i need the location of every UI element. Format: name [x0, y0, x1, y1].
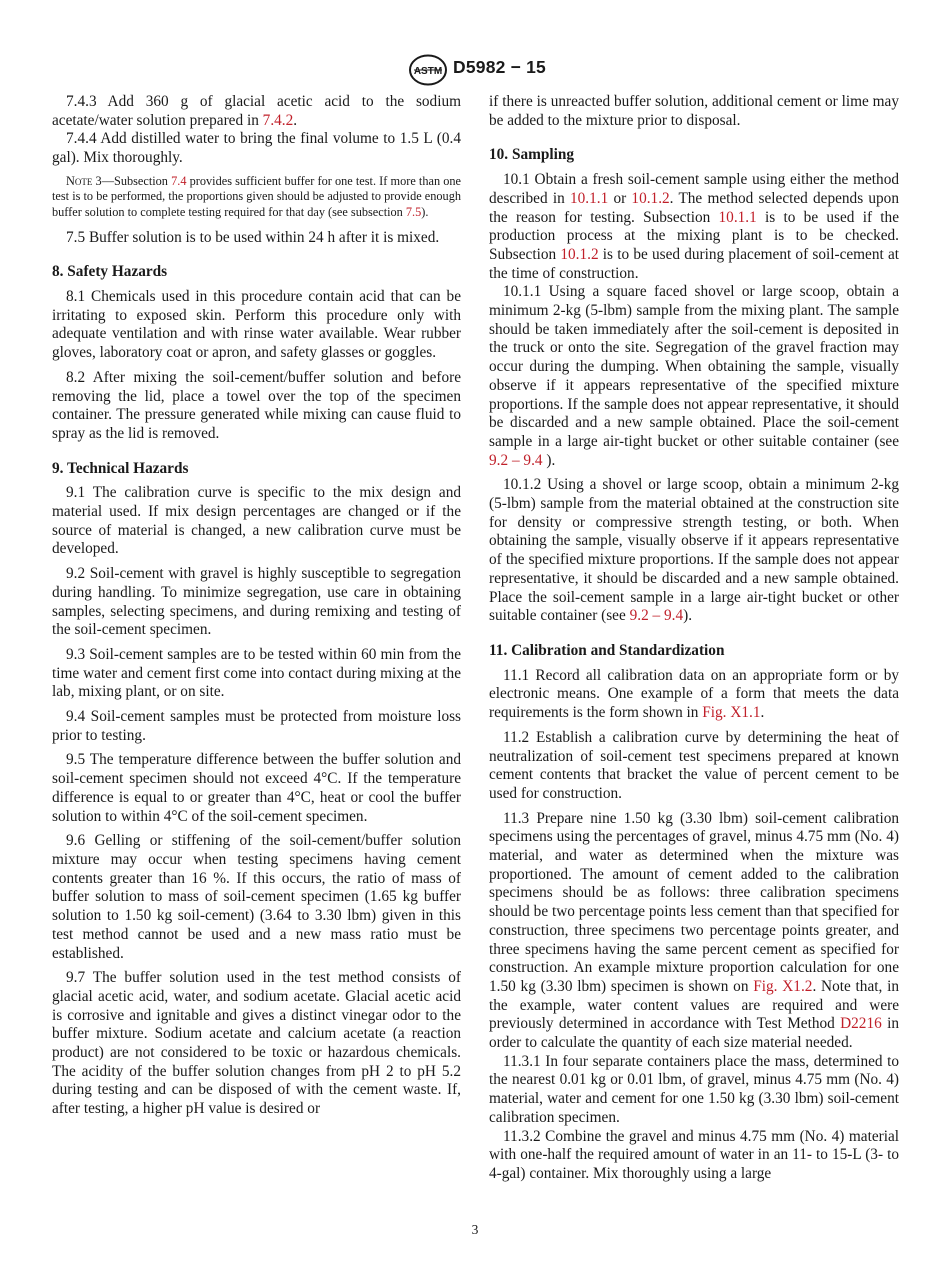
ref-link[interactable]: D2216 — [840, 1015, 882, 1033]
paragraph-10-1-2: 10.1.2 Using a shovel or large scoop, obtain a minimum 2-kg (5-lbm) sample from the material obtained at the construction site for density or compressive strength testing, or both. When obtaining the sample, visually observe if it appears representative of the specified mixture proportions. If the sample does not appear representative, it should be discarded and a new sample obtained. Place the soil-cement sample in a large air-tight bucket or other suitable container (see 9.2 – 9.4). — [489, 476, 899, 625]
document-id: D5982 − 15 — [453, 57, 546, 77]
paragraph-7-4-4: 7.4.4 Add distilled water to bring the final volume to 1.5 L (0.4 gal). Mix thoroughly. — [52, 130, 461, 167]
ref-link[interactable]: 10.1.2 — [560, 245, 599, 263]
paragraph-11-1: 11.1 Record all calibration data on an appropriate form or by electronic means. One example of a form that meets the data requirements is the form shown in Fig. X1.1. — [489, 666, 899, 722]
page-number: 3 — [471, 1222, 479, 1237]
section-heading-11: 11. Calibration and Standardization — [489, 641, 725, 659]
ref-link[interactable]: 10.1.2 — [631, 189, 670, 207]
paragraph-10-1: 10.1 Obtain a fresh soil-cement sample using either the method described in 10.1.1 or 10.1.2. The method selected depends upon the reason for testing. Subsection 10.1.1 is to be used if the production process at the mixing plant is to be checked. Subsection 10.1.2 is to be used during placement of soil-cement at the time of construction. — [489, 171, 899, 282]
ref-link[interactable]: 9.2 – 9.4 — [489, 451, 543, 469]
right-column — [489, 93, 899, 1184]
paragraph-11-3-2: 11.3.2 Combine the gravel and minus 4.75 mm (No. 4) material with one-half the required amount of water in an 11- to 15-L (3- to 4-gal) container. Mix thoroughly using a large — [489, 1127, 899, 1182]
ref-link[interactable]: 7.4 — [171, 173, 187, 188]
section-heading-8: 8. Safety Hazards — [52, 263, 168, 281]
section-heading-9: 9. Technical Hazards — [52, 459, 189, 477]
ref-link[interactable]: 10.1.1 — [718, 208, 757, 226]
ref-link[interactable]: Fig. X1.2 — [753, 977, 813, 995]
paragraph-9-6: 9.6 Gelling or stiffening of the soil-cement/buffer solution mixture may occur when testing specimens having cement contents greater than 16 %. If this occurs, the ratio of mass of buffer solution to mass of soil-cement specimen (1.65 kg buffer solution to 1.50 kg soil-cement) (3.64 to 3.30 lbm) given in this test method cannot be used and a new mass ratio must be established. — [52, 832, 461, 962]
logo-text: ASTM — [413, 66, 443, 77]
page-header — [0, 50, 950, 90]
paragraph-11-2: 11.2 Establish a calibration curve by determining the heat of neutralization of soil-cement test specimens prepared at known cement contents that bracket the value of percent cement to be used for construction. — [489, 728, 899, 802]
ref-link[interactable]: Fig. X1.1 — [702, 704, 761, 722]
paragraph-9-1: 9.1 The calibration curve is specific to the mix design and material used. If mix design percentages are changed or if the source of material is changed, a new calibration curve must be developed. — [52, 484, 461, 558]
paragraph-9-3: 9.3 Soil-cement samples are to be tested within 60 min from the time water and cement first come into contact during mixing at the lab, mixing plant, or on site. — [52, 645, 461, 701]
ref-link[interactable]: 10.1.1 — [569, 189, 609, 207]
paragraph-8-1: 8.1 Chemicals used in this procedure contain acid that can be irritating to exposed skin. Perform this procedure only with adequate ventilation and with rinse water available. Wear rubber gloves, laboratory coat or apron, and safety glasses or goggles. — [52, 288, 461, 362]
paragraph-8-2: 8.2 After mixing the soil-cement/buffer solution and before removing the lid, place a towel over the top of the specimen container. The pressure generated while mixing can cause fluid to spray as the lid is removed. — [52, 368, 461, 442]
paragraph-9-7: 9.7 The buffer solution used in the test method consists of glacial acetic acid, water, and sodium acetate. Glacial acetic acid is corrosive and ignitable and gives a distinct vinegar odor to the buffer mixture. Sodium acetate and calcium acetate (a reaction product) are not considered to be toxic or hazardous chemicals. The acidity of the buffer solution changes from pH 2 to pH 5.2 during testing and can be disposed of with the cement waste. If, after testing, a higher pH value is desired or — [52, 969, 461, 1118]
paragraph-7-5: 7.5 Buffer solution is to be used within 24 h after it is mixed. — [66, 228, 440, 246]
paragraph-9-4: 9.4 Soil-cement samples must be protected from moisture loss prior to testing. — [52, 708, 461, 744]
left-column — [52, 93, 461, 1119]
paragraph-11-3-1: 11.3.1 In four separate containers place the mass, determined to the nearest 0.01 kg or 0.01 lbm, of gravel, minus 4.75 mm (No. 4) material, water and cement for one 1.50 kg (3.30 lbm) soil-cement calibration specimen. — [489, 1052, 899, 1126]
paragraph-9-2: 9.2 Soil-cement with gravel is highly susceptible to segregation during handling. To minimize segregation, use care in obtaining samples, selecting specimens, and during remixing and testing of the soil-cement specimen. — [52, 565, 461, 639]
ref-link[interactable]: 7.4.2 — [262, 111, 294, 129]
paragraph-11-3: 11.3 Prepare nine 1.50 kg (3.30 lbm) soil-cement calibration specimens using the percentages of gravel, minus 4.75 mm (No. 4) material, and water as determined when the mixture was proportioned. The amount of cement added to the calibration specimens should be as follows: three calibration specimens should be two percentage points less cement than that specified for construction, three specimens two percentage points greater, and three specimens having the same percent cement as specified for construction. An example mixture proportion calculation for one 1.50 kg (3.30 lbm) specimen is shown on Fig. X1.2. Note that, in the example, water content values are required and were previously determined in accordance with Test Method D2216 in order to calculate the quantity of each size material needed. — [489, 809, 899, 1052]
paragraph-10-1-1: 10.1.1 Using a square faced shovel or large scoop, obtain a minimum 2-kg (5-lbm) sample from the mixing plant. The sample should be taken immediately after the soil-cement is deposited in the truck or onto the site. Segregation of the gravel fraction may occur during the dumping. When obtaining the sample, visually observe if it appears representative of the specified mixture proportions. If the sample does not appear representative, it should be discarded and a new sample obtained. Place the soil-cement sample in a large air-tight bucket or other suitable container (see 9.2 – 9.4 ). — [489, 283, 899, 469]
ref-link[interactable]: 9.2 – 9.4 — [629, 607, 684, 625]
paragraph-9-7-continued: if there is unreacted buffer solution, additional cement or lime may be added to the mixture prior to disposal. — [489, 93, 899, 129]
paragraph-7-4-3: 7.4.3 Add 360 g of glacial acetic acid to the sodium acetate/water solution prepared in 7.4.2. — [52, 93, 461, 129]
note-3: Note 3—Subsection 7.4 provides sufficient buffer for one test. If more than one test is to be performed, the proportions given should be adjusted to provide enough buffer solution to complete testing required for that day (see subsection 7.5). — [52, 173, 462, 219]
astm-logo-icon — [408, 54, 448, 86]
paragraph-9-5: 9.5 The temperature difference between the buffer solution and soil-cement specimen should not exceed 4°C. If the temperature difference is equal to or greater than 4°C, heat or cool the buffer solution to within 4°C of the soil-cement specimen. — [52, 751, 461, 825]
section-heading-10: 10. Sampling — [489, 146, 575, 164]
ref-link[interactable]: 7.5 — [405, 205, 422, 219]
